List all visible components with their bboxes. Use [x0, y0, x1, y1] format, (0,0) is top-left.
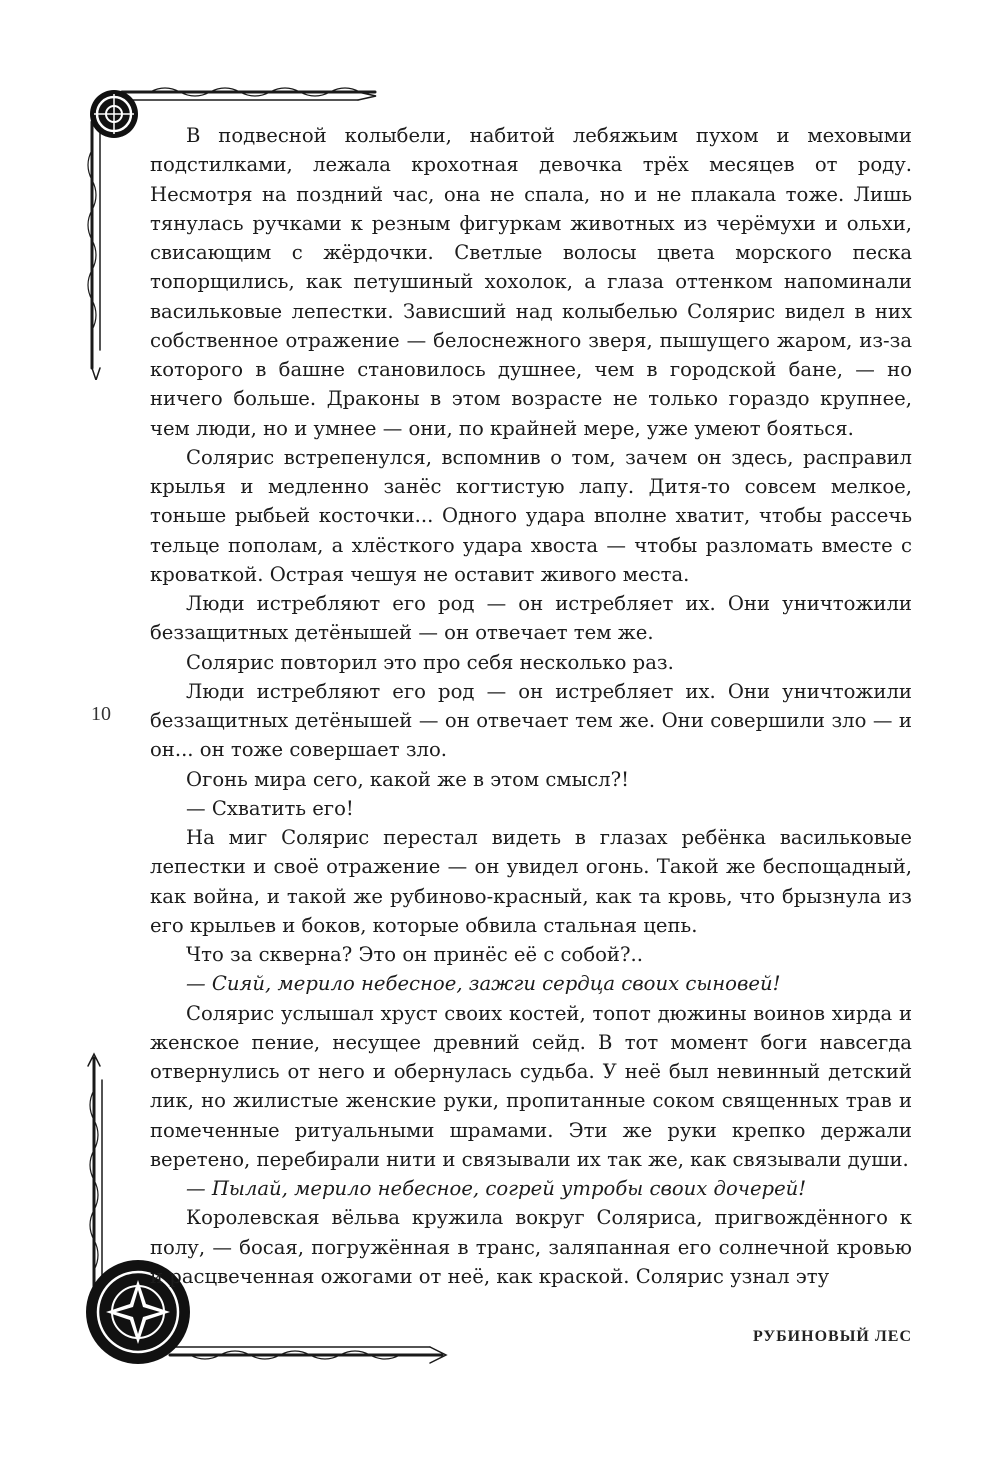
paragraph: На миг Солярис перестал видеть в глазах ребёнка васильковые лепестки и своё отражение — он увидел огонь. Такой же беспощадный, как война, и такой же рубиново-красный, как та кровь, что брызнула из его крыльев и боков, которые обвила стальная цепь. — [150, 826, 912, 937]
paragraph: Люди истребляют его род — он истребляет их. Они уничтожили беззащитных детёнышей — он отвечает тем же. — [150, 592, 912, 645]
italic-paragraph: — Сияй, мерило небесное, зажги сердца своих сыновей! — [186, 972, 781, 996]
paragraph: Солярис услышал хруст своих костей, топот дюжины воинов хирда и женское пение, несущее древний сейд. В тот момент боги навсегда отвернулись от него и обернулась судьба. У неё был невинный детский лик, но жилистые женские руки, пропитанные соком священных трав и помеченные ритуальными шрамами. Эти же руки крепко держали веретено, перебирали нити и связывали их так же, как связывали души. — [150, 1001, 912, 1171]
page-number: 10 — [91, 703, 111, 725]
paragraph: Огонь мира сего, какой же в этом смысл?! — [186, 767, 629, 791]
main-text — [150, 121, 912, 1291]
paragraph: Солярис повторил это про себя несколько раз. — [186, 650, 674, 674]
italic-paragraph: — Пылай, мерило небесное, согрей утробы своих дочерей! — [186, 1177, 807, 1200]
paragraph: — Схватить его! — [186, 796, 354, 820]
paragraph: Солярис встрепенулся, вспомнив о том, зачем он здесь, расправил крылья и медленно занёс когтистую лапу. Дитя-то совсем мелкое, тоньше рыбьей косточки... Одного удара вполне хватит, чтобы рассечь тельце пополам, а хлёсткого удара хвоста — чтобы разломать вместе с кроваткой. Острая чешуя не оставит живого места. — [150, 445, 912, 586]
paragraph: Королевская вёльва кружила вокруг Соляриса, пригвождённого к полу, — босая, погружённая в транс, заляпанная его солнечной кровью и расцвеченная ожогами от неё, как краской. Солярис узнал эту — [150, 1206, 912, 1288]
paragraph: Что за скверна? Это он принёс её с собой?.. — [186, 943, 643, 966]
paragraph: Люди истребляют его род — он истребляет их. Они уничтожили беззащитных детёнышей — он отвечает тем же. Они совершили зло — и он... он тоже совершает зло. — [150, 679, 912, 762]
running-footer: РУБИНОВЫЙ ЛЕС — [752, 1328, 912, 1345]
paragraph: В подвесной колыбели, набитой лебяжьим пухом и меховыми подстилками, лежала крохотная девочка трёх месяцев от роду. Несмотря на поздний час, она не спала, но и не плакала тоже. Лишь тянулась ручками к резным фигуркам животных из черёмухи и ольхи, свисающим с жёрдочки. Светлые волосы цвета морского песка топорщились, как петушиный хохолок, а глаза оттенком напоминали васильковые лепестки. Зависший над колыбелью Солярис видел в них собственное отражение — белоснежного зверя, пышущего жаром, из-за которого в башне становилось душнее, чем в городской бане, — но ничего больше. Драконы в этом возрасте не только гораздо крупнее, чем люди, но и умнее — они, по крайней мере, уже умеют бояться. — [150, 124, 912, 440]
